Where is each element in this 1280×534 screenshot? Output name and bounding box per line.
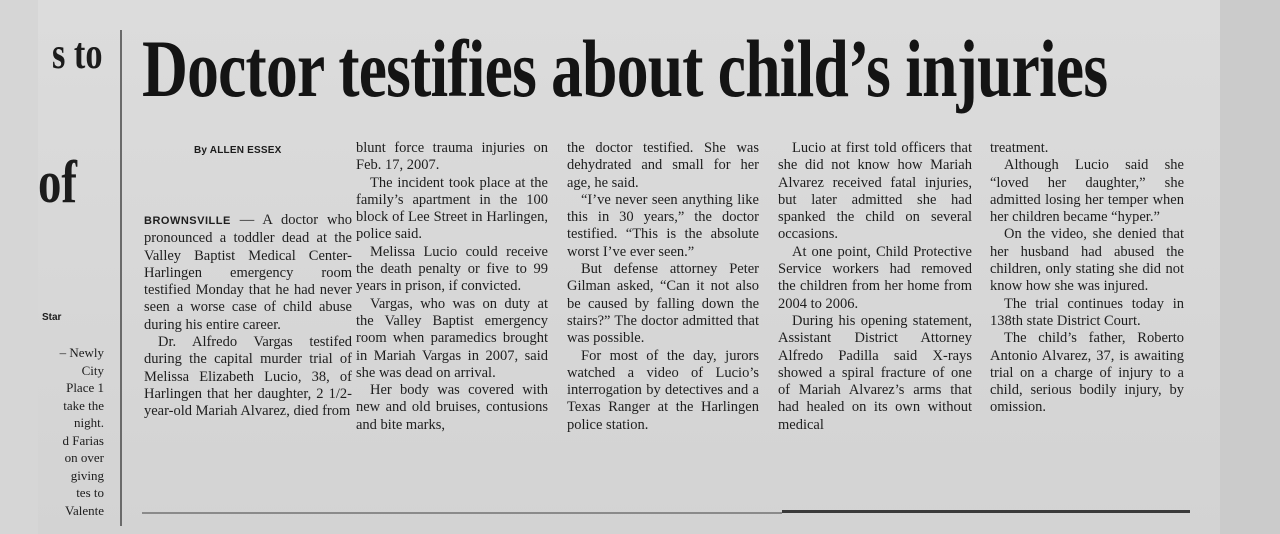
article-paragraph: The child’s father, Roberto Antonio Alvarez, 37, is awaiting trial on a charge of injury to a child, serious bodily injury, by omission. — [990, 330, 1184, 416]
previous-line: d Farias — [62, 432, 104, 448]
article-paragraph: The trial continues today in 138th state District Court. — [990, 295, 1184, 329]
previous-line: Valente — [65, 502, 104, 518]
article-paragraph — [144, 212, 352, 334]
previous-byline: Star — [42, 312, 62, 323]
article-paragraph: During his opening statement, Assistant District Attorney Alfredo Padilla said X-rays showed a spiral fracture of one of Mariah Alvarez’s arms that had healed on its own without medical — [778, 312, 972, 433]
article-paragraph: “I’ve never seen anything like this in 30 years,” the doctor testified. “This is the absolute worst I’ve ever seen.” — [567, 191, 759, 260]
column-divider — [120, 30, 122, 526]
previous-line: City — [81, 362, 104, 378]
previous-line: night. — [74, 415, 104, 430]
previous-line: Place 1 — [66, 380, 104, 395]
article-paragraph: For most of the day, jurors watched a video of Lucio’s interrogation by detectives and a Texas Ranger at the Harlingen police station. — [567, 347, 759, 433]
previous-line: – Newly — [59, 345, 104, 360]
article-paragraph: treatment. — [990, 140, 1049, 156]
article-paragraph: Melissa Lucio could receive the death penalty or five to 99 years in prison, if convicted. — [356, 243, 548, 295]
article-byline: By ALLEN ESSEX — [194, 145, 282, 156]
previous-story-fragment — [38, 0, 118, 534]
article-paragraph: Dr. Alfredo Vargas testifed during the capital murder trial of Melissa Elizabeth Lucio, 38, of Harlingen that her daughter, 2 1/2-year-old Mariah Alvarez, died from — [144, 334, 352, 420]
article-paragraph: the doctor testified. She was dehydrated and small for her age, he said. — [567, 140, 759, 191]
article-paragraph: Although Lucio said she “loved her daughter,” she admitted losing her temper when her children became “hyper.” — [990, 157, 1184, 226]
article-column-2 — [356, 140, 548, 434]
bottom-rule — [142, 512, 782, 514]
article-paragraph: The incident took place at the family’s apartment in the 100 block of Lee Street in Harlingen, police said. — [356, 174, 548, 243]
article-paragraph: blunt force trauma injuries on Feb. 17, 2007. — [356, 140, 548, 174]
previous-line: take the — [63, 397, 104, 413]
paragraph-text: — A doctor who pronounced a toddler dead at the Valley Baptist Medical Center-Harlingen emergency room testified Monday that he had never seen a worse case of child abuse during his entire career. — [144, 212, 352, 333]
article-paragraph: Lucio at first told officers that she did not know how Mariah Alvarez received fatal injuries, but later admitted she had spanked the child on several occasions. — [778, 140, 972, 243]
previous-headline-line2: of — [38, 149, 77, 215]
article-headline: Doctor testifies about child’s injuries — [142, 23, 1108, 114]
article-paragraph: Her body was covered with new and old bruises, contusions and bite marks, — [356, 382, 548, 433]
previous-story-text — [40, 344, 104, 519]
bottom-rule — [782, 510, 1190, 513]
article-paragraph: On the video, she denied that her husband had abused the children, only stating she did not know how she was injured. — [990, 226, 1184, 295]
article-paragraph: But defense attorney Peter Gilman asked, “Can it not also be caused by falling down the stairs?” The doctor admitted that was possible. — [567, 261, 759, 347]
article-paragraph: Vargas, who was on duty at the Valley Baptist emergency room when paramedics brought in Mariah Vargas in 2007, said she was dead on arrival. — [356, 295, 548, 381]
page-margin — [1220, 0, 1280, 534]
previous-line: tes to — [76, 485, 104, 500]
previous-line: on over — [64, 450, 104, 465]
article-column-3 — [567, 140, 759, 434]
article-column-1 — [144, 212, 352, 421]
previous-headline-line1: s to — [52, 29, 103, 78]
dateline: BROWNSVILLE — [144, 215, 231, 227]
article-column-5 — [990, 140, 1184, 417]
article-column-4 — [778, 140, 972, 434]
previous-line: giving — [70, 467, 104, 483]
article-paragraph: At one point, Child Protective Service workers had removed the children from her home from 2004 to 2006. — [778, 243, 972, 312]
